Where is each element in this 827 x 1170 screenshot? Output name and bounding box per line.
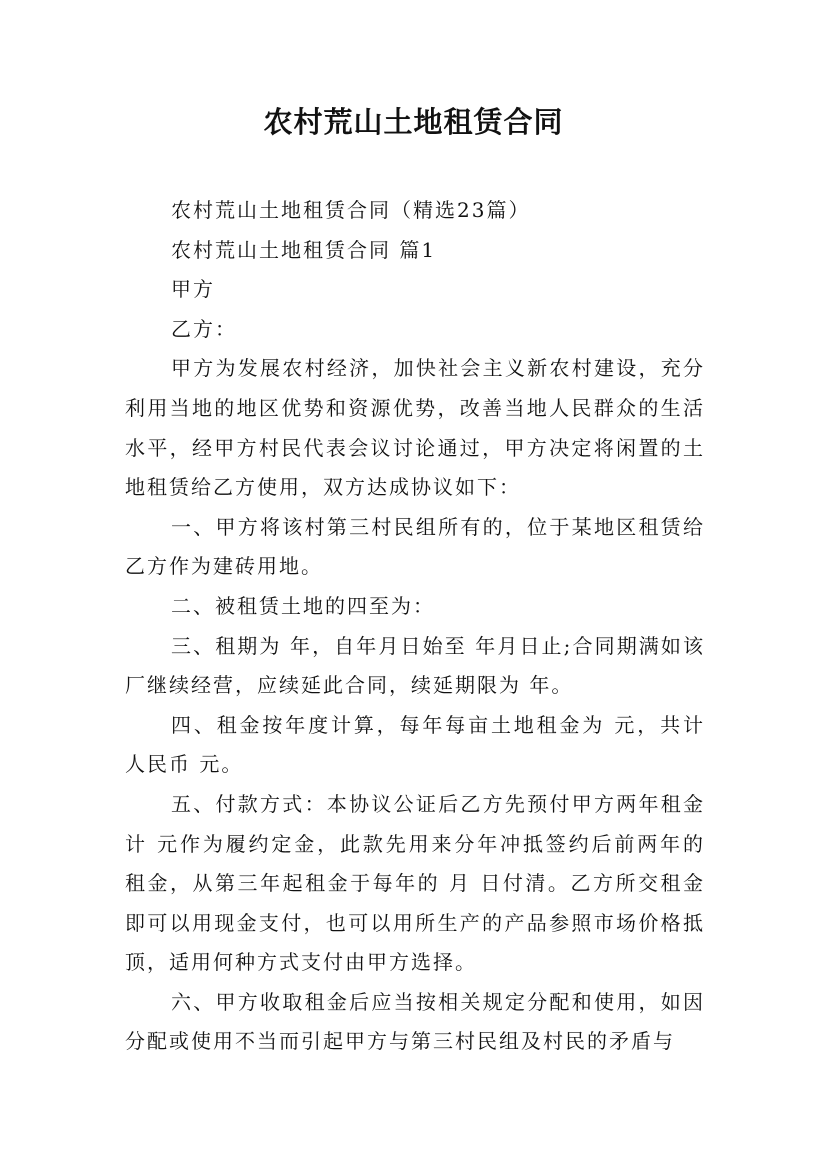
document-title: 农村荒山土地租赁合同 (263, 105, 564, 139)
paragraph-subtitle: 农村荒山土地租赁合同（精选23篇） (171, 198, 531, 222)
paragraph-party-b: 乙方： (171, 316, 237, 341)
paragraph-clause-5: 五、付款方式：本协议公证后乙方先预付甲方两年租金计 元作为履约定金，此款先用来分年冲抵签约后前两年的租金，从第三年起租金于每年的 月 日付清。乙方所交租金即可以用现金支付，也可以用所生产的产品参照市场价格抵顶，适用何种方式支付由甲方选择。 (125, 791, 705, 975)
paragraph-preamble: 甲方为发展农村经济，加快社会主义新农村建设，充分利用当地的地区优势和资源优势，改善当地人民群众的生活水平，经甲方村民代表会议讨论通过，甲方决定将闲置的土地租赁给乙方使用，双方达成协议如下： (125, 356, 705, 500)
paragraph-section-heading: 农村荒山土地租赁合同 篇1 (171, 237, 437, 262)
paragraph-party-a: 甲方 (171, 277, 215, 302)
paragraph-clause-3: 三、租期为 年，自年月日始至 年月日止;合同期满如该厂继续经营，应续延此合同，续延期限为 年。 (125, 633, 705, 698)
paragraph-clause-4: 四、租金按年度计算，每年每亩土地租金为 元，共计人民币 元。 (125, 712, 705, 777)
paragraph-clause-2: 二、被租赁土地的四至为： (171, 593, 435, 618)
paragraph-clause-1: 一、甲方将该村第三村民组所有的，位于某地区租赁给乙方作为建砖用地。 (125, 514, 705, 579)
paragraph-clause-6: 六、甲方收取租金后应当按相关规定分配和使用，如因分配或使用不当而引起甲方与第三村民组及村民的矛盾与 (125, 989, 705, 1054)
document-body (125, 191, 705, 1062)
